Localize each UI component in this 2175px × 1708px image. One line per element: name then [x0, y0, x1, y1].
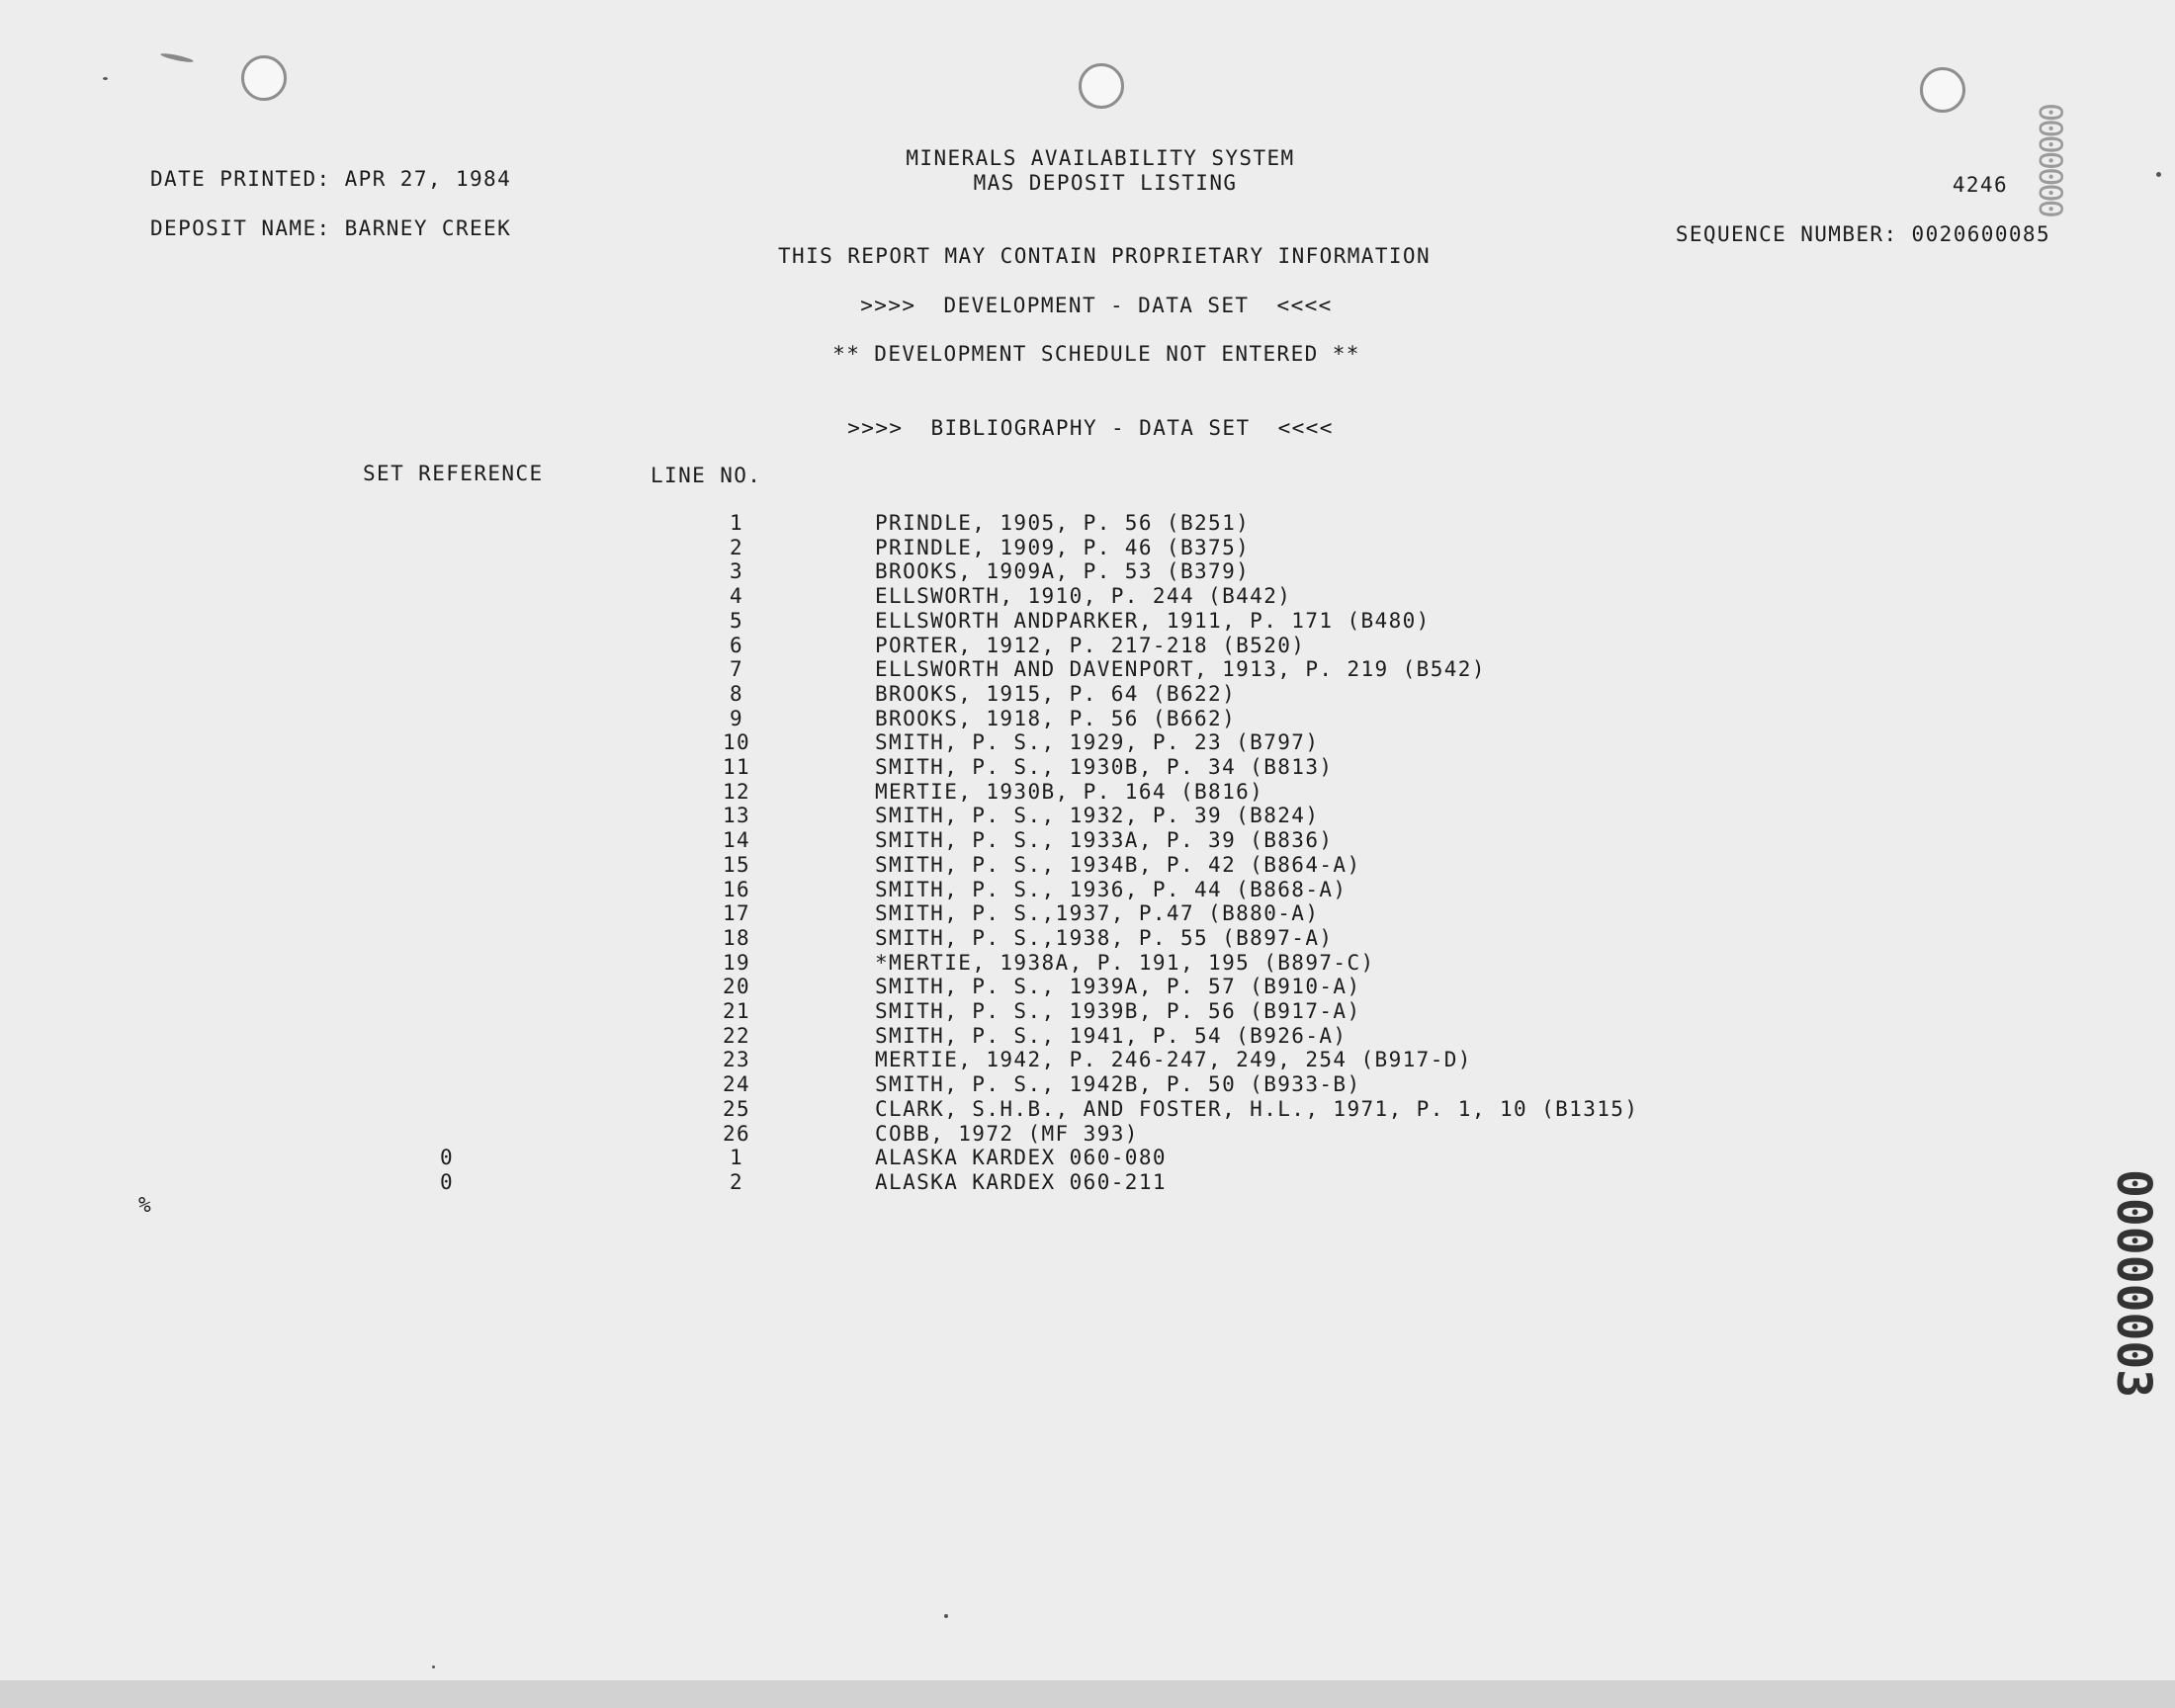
development-heading: >>>> DEVELOPMENT - DATA SET <<<<: [860, 294, 1333, 317]
scan-mark: [160, 52, 194, 64]
listing-title: MAS DEPOSIT LISTING: [973, 171, 1238, 195]
reference-text: ELLSWORTH AND DAVENPORT, 1913, P. 219 (B542): [875, 657, 1486, 682]
bibliography-row: [0, 877, 2175, 904]
line-number: 21: [722, 999, 751, 1023]
development-note: ** DEVELOPMENT SCHEDULE NOT ENTERED **: [832, 342, 1360, 366]
line-number: 6: [729, 633, 744, 657]
set-reference: 0: [439, 1146, 455, 1170]
line-number: 7: [729, 657, 744, 682]
bibliography-row: [0, 1001, 2175, 1026]
scan-speck: [432, 1665, 435, 1668]
line-number: 16: [722, 877, 751, 901]
reference-text: SMITH, P. S., 1939B, P. 56 (B917-A): [875, 999, 1361, 1023]
reference-text: CLARK, S.H.B., AND FOSTER, H.L., 1971, P. 1, 10 (B1315): [875, 1096, 1639, 1121]
line-number: 1: [729, 1146, 744, 1170]
reference-text: PRINDLE, 1905, P. 56 (B251): [875, 511, 1251, 535]
reference-text: ALASKA KARDEX 060-080: [875, 1146, 1167, 1170]
scan-speck: [2156, 172, 2161, 177]
date-printed: DATE PRINTED: APR 27, 1984: [150, 167, 512, 191]
line-number: 2: [729, 535, 744, 559]
line-number: 13: [722, 804, 751, 828]
bibliography-row: [0, 977, 2175, 1001]
bibliography-row: [0, 830, 2175, 855]
vertical-stamp-top-faint: 0000000: [2032, 103, 2069, 215]
reference-text: SMITH, P. S., 1941, P. 54 (B926-A): [875, 1023, 1348, 1048]
bibliography-row: [0, 757, 2175, 782]
reference-text: SMITH, P. S.,1938, P. 55 (B897-A): [875, 925, 1334, 950]
line-number: 25: [722, 1096, 751, 1121]
bibliography-row: [0, 561, 2175, 586]
bibliography-row: [0, 852, 2175, 880]
set-reference: 0: [439, 1169, 455, 1194]
system-title: MINERALS AVAILABILITY SYSTEM: [906, 146, 1295, 170]
line-number: 24: [722, 1072, 751, 1097]
line-number: 9: [729, 706, 744, 730]
footer-percent-mark: %: [138, 1193, 153, 1217]
bibliography-row: [0, 779, 2175, 807]
column-header-line-no: LINE NO.: [651, 464, 762, 487]
scan-speck: [944, 1614, 948, 1618]
reference-text: BROOKS, 1915, P. 64 (B622): [875, 681, 1237, 706]
page-code: 4246: [1952, 173, 2008, 197]
reference-text: SMITH, P. S., 1936, P. 44 (B868-A): [875, 877, 1348, 901]
sequence-number: SEQUENCE NUMBER: 0020600085: [1675, 222, 2050, 246]
proprietary-notice: THIS REPORT MAY CONTAIN PROPRIETARY INFORMATION: [777, 244, 1432, 268]
bibliography-row: [0, 586, 2175, 611]
reference-text: PORTER, 1912, P. 217-218 (B520): [875, 633, 1306, 657]
reference-text: *MERTIE, 1938A, P. 191, 195 (B897-C): [875, 950, 1375, 975]
bibliography-row: [0, 659, 2175, 684]
reference-text: SMITH, P. S., 1930B, P. 34 (B813): [875, 755, 1334, 779]
reference-text: ELLSWORTH, 1910, P. 244 (B442): [875, 584, 1292, 609]
reference-text: MERTIE, 1942, P. 246-247, 249, 254 (B917-D): [875, 1048, 1472, 1072]
line-number: 12: [722, 779, 751, 804]
line-number: 10: [722, 730, 751, 755]
line-number: 3: [729, 559, 744, 584]
vertical-stamp-right: 00000003: [2106, 1169, 2161, 1399]
punch-hole-left: [241, 55, 287, 101]
bibliography-row: [0, 633, 2175, 660]
line-number: 14: [722, 828, 751, 853]
bibliography-row: [0, 1023, 2175, 1051]
bibliography-row: [0, 1121, 2175, 1149]
line-number: 2: [729, 1169, 744, 1194]
bibliography-heading: >>>> BIBLIOGRAPHY - DATA SET <<<<: [847, 416, 1334, 440]
reference-text: SMITH, P. S., 1934B, P. 42 (B864-A): [875, 852, 1361, 877]
line-number: 22: [722, 1023, 751, 1048]
bibliography-row: [0, 681, 2175, 709]
reference-text: BROOKS, 1918, P. 56 (B662): [875, 706, 1237, 730]
column-header-set-reference: SET REFERENCE: [363, 462, 544, 485]
bibliography-row: [0, 925, 2175, 953]
line-number: 4: [729, 584, 744, 609]
reference-text: ELLSWORTH ANDPARKER, 1911, P. 171 (B480): [875, 608, 1431, 633]
punch-hole-center: [1079, 63, 1124, 109]
line-number: 19: [722, 950, 751, 975]
bibliography-row: [0, 1096, 2175, 1124]
line-number: 23: [722, 1048, 751, 1072]
reference-text: SMITH, P. S., 1939A, P. 57 (B910-A): [875, 975, 1361, 999]
line-number: 15: [722, 852, 751, 877]
scan-speck: [103, 77, 108, 80]
deposit-name: DEPOSIT NAME: BARNEY CREEK: [150, 216, 512, 240]
line-number: 8: [729, 681, 744, 706]
line-number: 5: [729, 608, 744, 633]
reference-text: PRINDLE, 1909, P. 46 (B375): [875, 535, 1251, 559]
line-number: 18: [722, 925, 751, 950]
bibliography-row: [0, 1050, 2175, 1074]
bibliography-row: [0, 706, 2175, 733]
line-number: 26: [722, 1121, 751, 1146]
bibliography-row: [0, 903, 2175, 928]
bibliography-row: [0, 1074, 2175, 1099]
bibliography-row: [0, 806, 2175, 830]
bibliography-row: [0, 608, 2175, 636]
scan-edge: [0, 1680, 2175, 1708]
line-number: 17: [722, 901, 751, 926]
reference-text: COBB, 1972 (MF 393): [875, 1121, 1139, 1146]
line-number: 20: [722, 975, 751, 999]
reference-text: BROOKS, 1909A, P. 53 (B379): [875, 559, 1251, 584]
reference-text: MERTIE, 1930B, P. 164 (B816): [875, 779, 1264, 804]
bibliography-row: [0, 950, 2175, 978]
bibliography-row: [0, 1148, 2175, 1172]
punch-hole-right: [1920, 67, 1965, 113]
reference-text: SMITH, P. S., 1929, P. 23 (B797): [875, 730, 1320, 755]
line-number: 1: [729, 511, 744, 535]
reference-text: ALASKA KARDEX 060-211: [875, 1169, 1167, 1194]
reference-text: SMITH, P. S., 1933A, P. 39 (B836): [875, 828, 1334, 853]
line-number: 11: [722, 755, 751, 779]
reference-text: SMITH, P. S.,1937, P.47 (B880-A): [875, 901, 1320, 926]
bibliography-row: [0, 1169, 2175, 1197]
reference-text: SMITH, P. S., 1932, P. 39 (B824): [875, 804, 1320, 828]
bibliography-row: [0, 513, 2175, 538]
bibliography-row: [0, 732, 2175, 757]
bibliography-row: [0, 535, 2175, 562]
reference-text: SMITH, P. S., 1942B, P. 50 (B933-B): [875, 1072, 1361, 1097]
